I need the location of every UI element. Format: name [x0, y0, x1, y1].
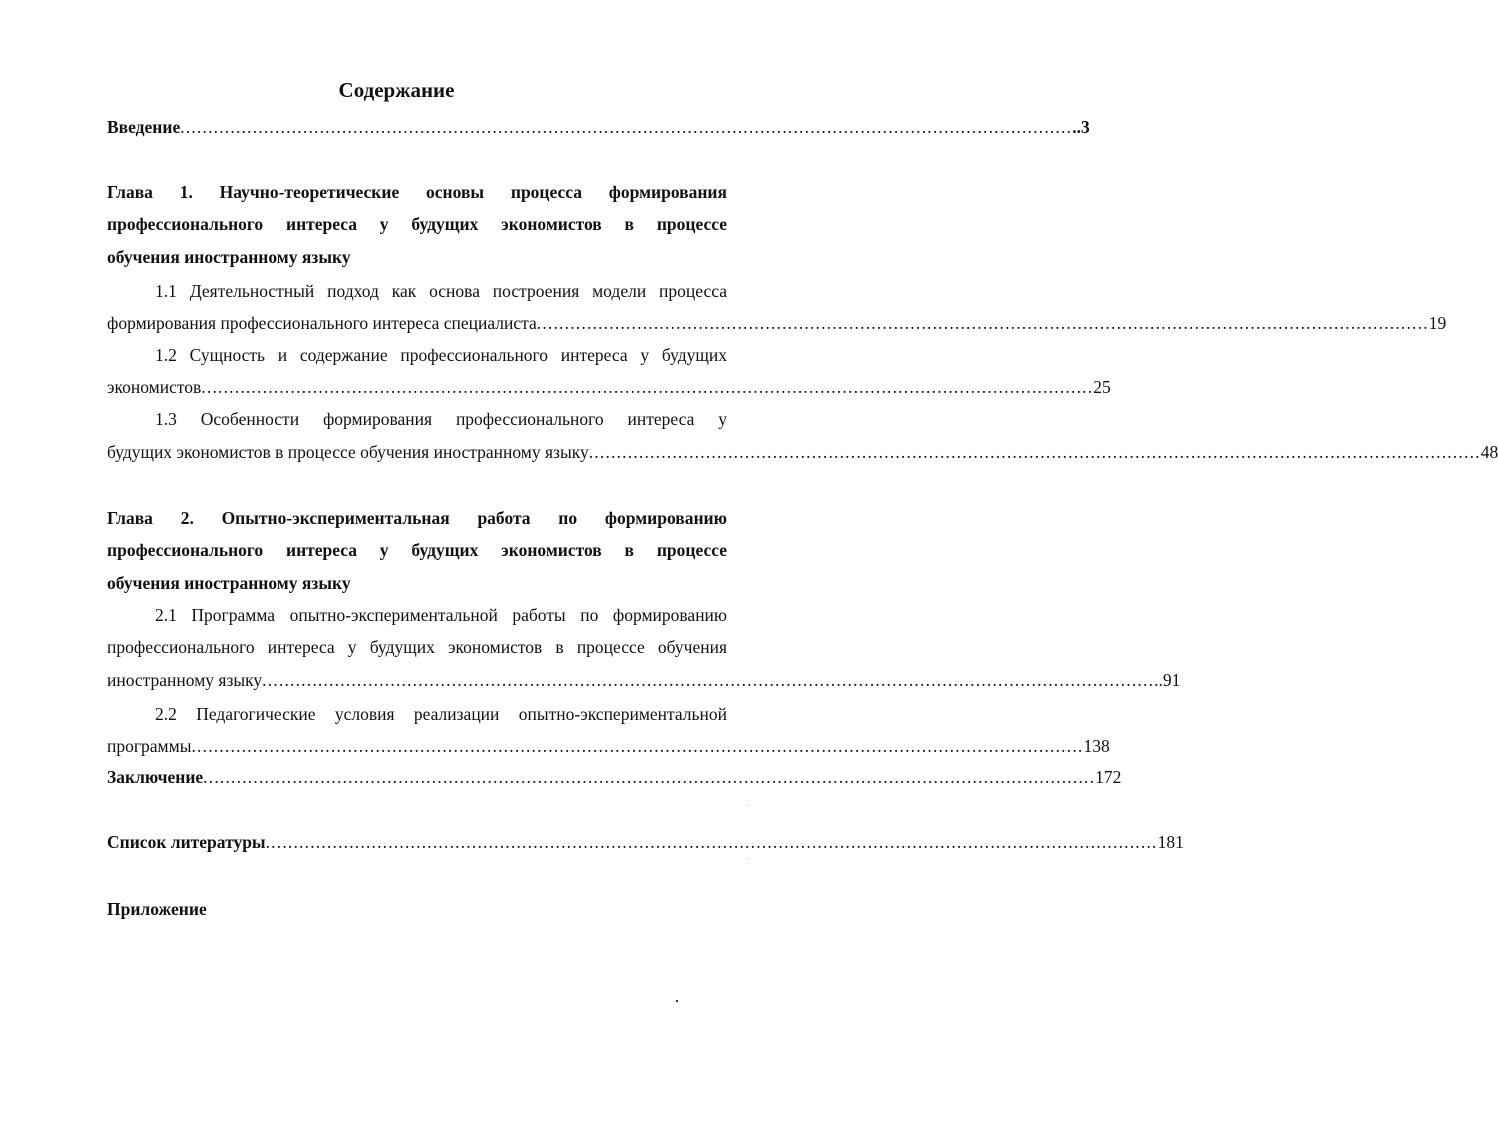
toc-intro-text: Введение	[107, 117, 181, 137]
toc-leader-dots: ................................................................................................................................................................	[262, 670, 1155, 690]
toc-conclusion-text: Заключение	[107, 767, 204, 787]
toc-leader-dots: ................................................................................................................................................................	[180, 117, 1073, 137]
chapter2-heading-line1: Глава 2. Опытно-экспериментальная работа по формированию	[107, 508, 727, 528]
scan-speck	[748, 805, 749, 806]
toc-leader-dots: ................................................................................................................................................................	[201, 377, 1094, 397]
toc-leader-dots: ................................................................................................................................................................	[588, 442, 1481, 462]
toc-entry-conclusion	[107, 766, 1122, 788]
toc-entry-section-2-1	[107, 669, 1181, 691]
toc-conclusion-page: 172	[1095, 767, 1122, 787]
toc-entry-section-1-2	[107, 376, 1111, 398]
toc-entry-references	[107, 831, 1184, 853]
toc-leader-dots: ................................................................................................................................................................	[203, 767, 1096, 787]
toc-leader-dots: ................................................................................................................................................................	[191, 736, 1084, 756]
section-1-1-line2: формирования профессионального интереса специалиста	[107, 313, 537, 333]
section-1-3-line1: 1.3 Особенности формирования профессионального интереса у	[155, 409, 727, 429]
toc-entry-section-1-1	[107, 312, 1447, 334]
scan-speck	[748, 858, 749, 859]
section-2-1-line3: иностранному языку	[107, 670, 263, 690]
toc-entry-appendix: Приложение	[107, 899, 207, 919]
toc-leader-dots: ................................................................................................................................................................	[265, 832, 1158, 852]
chapter1-heading-line3: обучения иностранному языку	[107, 247, 351, 267]
section-2-2-line2: программы	[107, 736, 192, 756]
chapter1-heading-line2: профессионального интереса у будущих экономистов в процессе	[107, 214, 727, 234]
toc-references-page: 181	[1157, 832, 1184, 852]
section-1-2-line1: 1.2 Сущность и содержание профессионального интереса у будущих	[155, 345, 727, 365]
toc-leader-dots: ................................................................................................................................................................	[536, 313, 1429, 333]
section-2-1-line1: 2.1 Программа опытно-экспериментальной работы по формированию	[155, 605, 727, 625]
section-1-1-page: 19	[1428, 313, 1447, 333]
section-1-3-line2: будущих экономистов в процессе обучения иностранному языку	[107, 442, 589, 462]
chapter1-heading-line1: Глава 1. Научно-теоретические основы процесса формирования	[107, 182, 727, 202]
section-2-1-line2: профессионального интереса у будущих экономистов в процессе обучения	[107, 637, 727, 657]
section-1-1-line1: 1.1 Деятельностный подход как основа построения модели процесса	[155, 281, 727, 301]
toc-entry-intro	[107, 116, 1090, 138]
toc-entry-section-1-3	[107, 441, 1498, 463]
section-1-2-page: 25	[1093, 377, 1111, 397]
page-title: Содержание	[338, 78, 455, 102]
scan-speck	[676, 1000, 678, 1002]
section-2-1-page: ..91	[1154, 670, 1181, 690]
section-2-2-page: 138	[1083, 736, 1110, 756]
toc-intro-page: ..3	[1072, 117, 1090, 137]
section-1-2-line2: экономистов	[107, 377, 202, 397]
toc-entry-section-2-2	[107, 735, 1110, 757]
section-1-3-page: 48	[1480, 442, 1498, 462]
chapter2-heading-line3: обучения иностранному языку	[107, 573, 351, 593]
chapter2-heading-line2: профессионального интереса у будущих экономистов в процессе	[107, 540, 727, 560]
toc-references-text: Список литературы	[107, 832, 266, 852]
section-2-2-line1: 2.2 Педагогические условия реализации опытно-экспериментальной	[155, 704, 727, 724]
